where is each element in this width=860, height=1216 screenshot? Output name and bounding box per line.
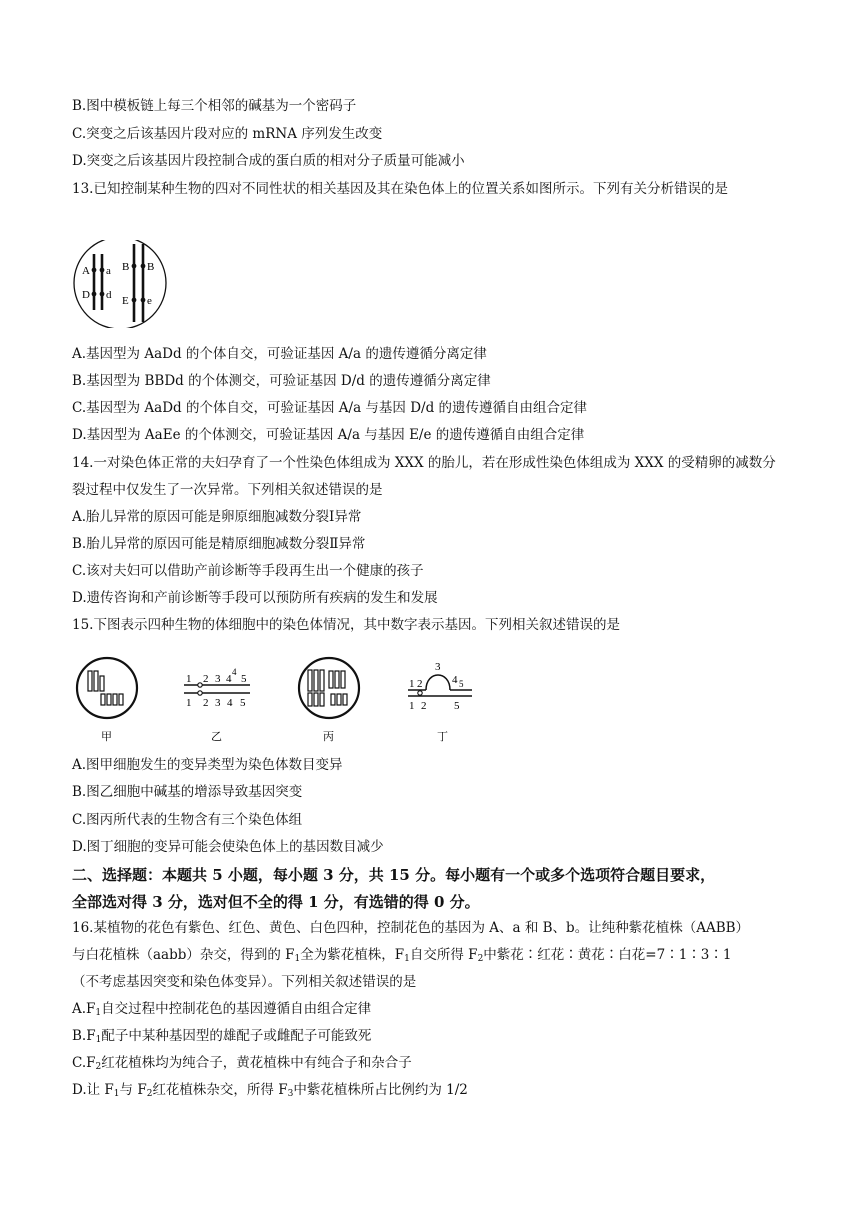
gene-label: e (147, 295, 152, 307)
q13-stem: 13.已知控制某种生物的四对不同性状的相关基因及其在染色体上的位置关系如图所示。下列有关分析错误的是 (72, 181, 728, 197)
gene-label: A (82, 265, 90, 277)
q16-option-d: D.让 $F_1$与 $F_2$红花植株杂交，所得 $F_3$中紫花植株所占比例约为 1/2 (72, 1082, 468, 1099)
figure-label: 丙 (323, 731, 334, 743)
gene-label: d (106, 289, 112, 301)
q15-option-a: A.图甲细胞发生的变异类型为染色体数目变异 (72, 757, 343, 773)
q16-stem-line2: 与白花植株（aabb）杂交，得到的 $F_1$全为紫花植株，$F_1$自交所得 $F_2$中紫花∶红花∶黄花∶白花=7∶1∶3∶1 (72, 947, 732, 964)
q15-option-d: D.图丁细胞的变异可能会使染色体上的基因数目减少 (72, 839, 384, 855)
gene-label: B (147, 261, 155, 273)
gene-number: 2 (417, 678, 423, 690)
gene-label: D (82, 289, 90, 301)
figure-label: 乙 (211, 731, 222, 743)
figure-jia (77, 658, 137, 743)
q16-stem-line3: （不考虑基因突变和染色体变异）。下列相关叙述错误的是 (72, 974, 417, 990)
gene-label: a (106, 265, 111, 277)
section-heading-cont: 全部选对得 3 分，选对但不全的得 1 分，有选错的得 0 分。 (72, 893, 480, 911)
figure-label: 甲 (101, 731, 112, 743)
q15-stem: 15.下图表示四种生物的体细胞中的染色体情况，其中数字表示基因。下列相关叙述错误的是 (72, 617, 620, 633)
gene-number: 2 (421, 700, 427, 712)
q14-stem: 14.一对染色体正常的夫妇孕育了一个性染色体组成为 XXX 的胎儿，若在形成性染色体组成为 XXX 的受精卵的减数分裂过程中仅发生了一次异常。下列相关叙述错误的是 (72, 455, 776, 498)
q13-option-a: A.基因型为 AaDd 的个体自交，可验证基因 A/a 的遗传遵循分离定律 (72, 346, 487, 362)
q16-option-a: $A.F_1$自交过程中控制花色的基因遵循自由组合定律 (72, 1001, 372, 1018)
gene-label: B (122, 261, 130, 273)
q13-chromosome-figure (70, 240, 170, 328)
gene-number: 3 (215, 673, 221, 685)
q15-option-b: B.图乙细胞中碱基的增添导致基因突变 (72, 784, 303, 800)
q15-option-c: C.图丙所代表的生物含有三个染色体组 (72, 812, 303, 828)
gene-number: 3 (215, 697, 221, 709)
q14-option-d: D.遗传咨询和产前诊断等手段可以预防所有疾病的发生和发展 (72, 590, 438, 606)
q13-option-c: C.基因型为 AaDd 的个体自交，可验证基因 A/a 与基因 D/d 的遗传遵循自由组合定律 (72, 400, 588, 416)
gene-number: 1 (186, 697, 192, 709)
figure-label: 丁 (437, 731, 448, 743)
gene-label: E (122, 295, 129, 307)
figure-ding (408, 661, 472, 743)
gene-number: 2 (203, 673, 209, 685)
figure-yi (184, 667, 250, 743)
q16-option-b: $B.F_1$配子中某种基因型的雄配子或雌配子可能致死 (72, 1028, 372, 1045)
gene-number: 1 (409, 700, 415, 712)
q14-option-c: C.该对夫妇可以借助产前诊断等手段再生出一个健康的孩子 (72, 563, 424, 579)
gene-number: 5 (241, 673, 247, 685)
gene-number: 4 (452, 674, 458, 686)
gene-number: 2 (203, 697, 209, 709)
q16-option-c: $C.F_2$红花植株均为纯合子，黄花植株中有纯合子和杂合子 (72, 1055, 412, 1072)
gene-number: 5 (454, 700, 460, 712)
q14-option-a: A.胎儿异常的原因可能是卵原细胞减数分裂Ⅰ异常 (72, 509, 362, 525)
gene-number: 5 (240, 697, 246, 709)
q14-option-b: B.胎儿异常的原因可能是精原细胞减数分裂Ⅱ异常 (72, 536, 366, 552)
q12-option-d: D.突变之后该基因片段控制合成的蛋白质的相对分子质量可能减小 (72, 153, 465, 169)
gene-number: 3 (435, 661, 441, 673)
gene-number: 5 (459, 679, 464, 689)
gene-number: 4 (226, 673, 232, 685)
q16-stem-line1: 16.某植物的花色有紫色、红色、黄色、白色四种，控制花色的基因为 A、a 和 B、b。让纯种紫花植株（AABB） (72, 920, 750, 936)
gene-number: 1 (186, 673, 192, 685)
q12-option-b: B.图中模板链上每三个相邻的碱基为一个密码子 (72, 98, 357, 114)
q13-option-d: D.基因型为 AaEe 的个体测交，可验证基因 A/a 与基因 E/e 的遗传遵循自由组合定律 (72, 427, 585, 443)
gene-number: 4 (232, 667, 237, 677)
q13-option-b: B.基因型为 BBDd 的个体测交，可验证基因 D/d 的遗传遵循分离定律 (72, 373, 491, 389)
section-heading: 二、选择题：本题共 5 小题，每小题 3 分，共 15 分。每小题有一个或多个选项符合题目要求， (72, 866, 716, 884)
gene-number: 1 (409, 678, 415, 690)
figure-bing (299, 658, 359, 743)
gene-number: 4 (227, 697, 233, 709)
q12-option-c: C.突变之后该基因片段对应的 mRNA 序列发生改变 (72, 126, 383, 142)
q15-chromosome-figures (70, 650, 490, 746)
